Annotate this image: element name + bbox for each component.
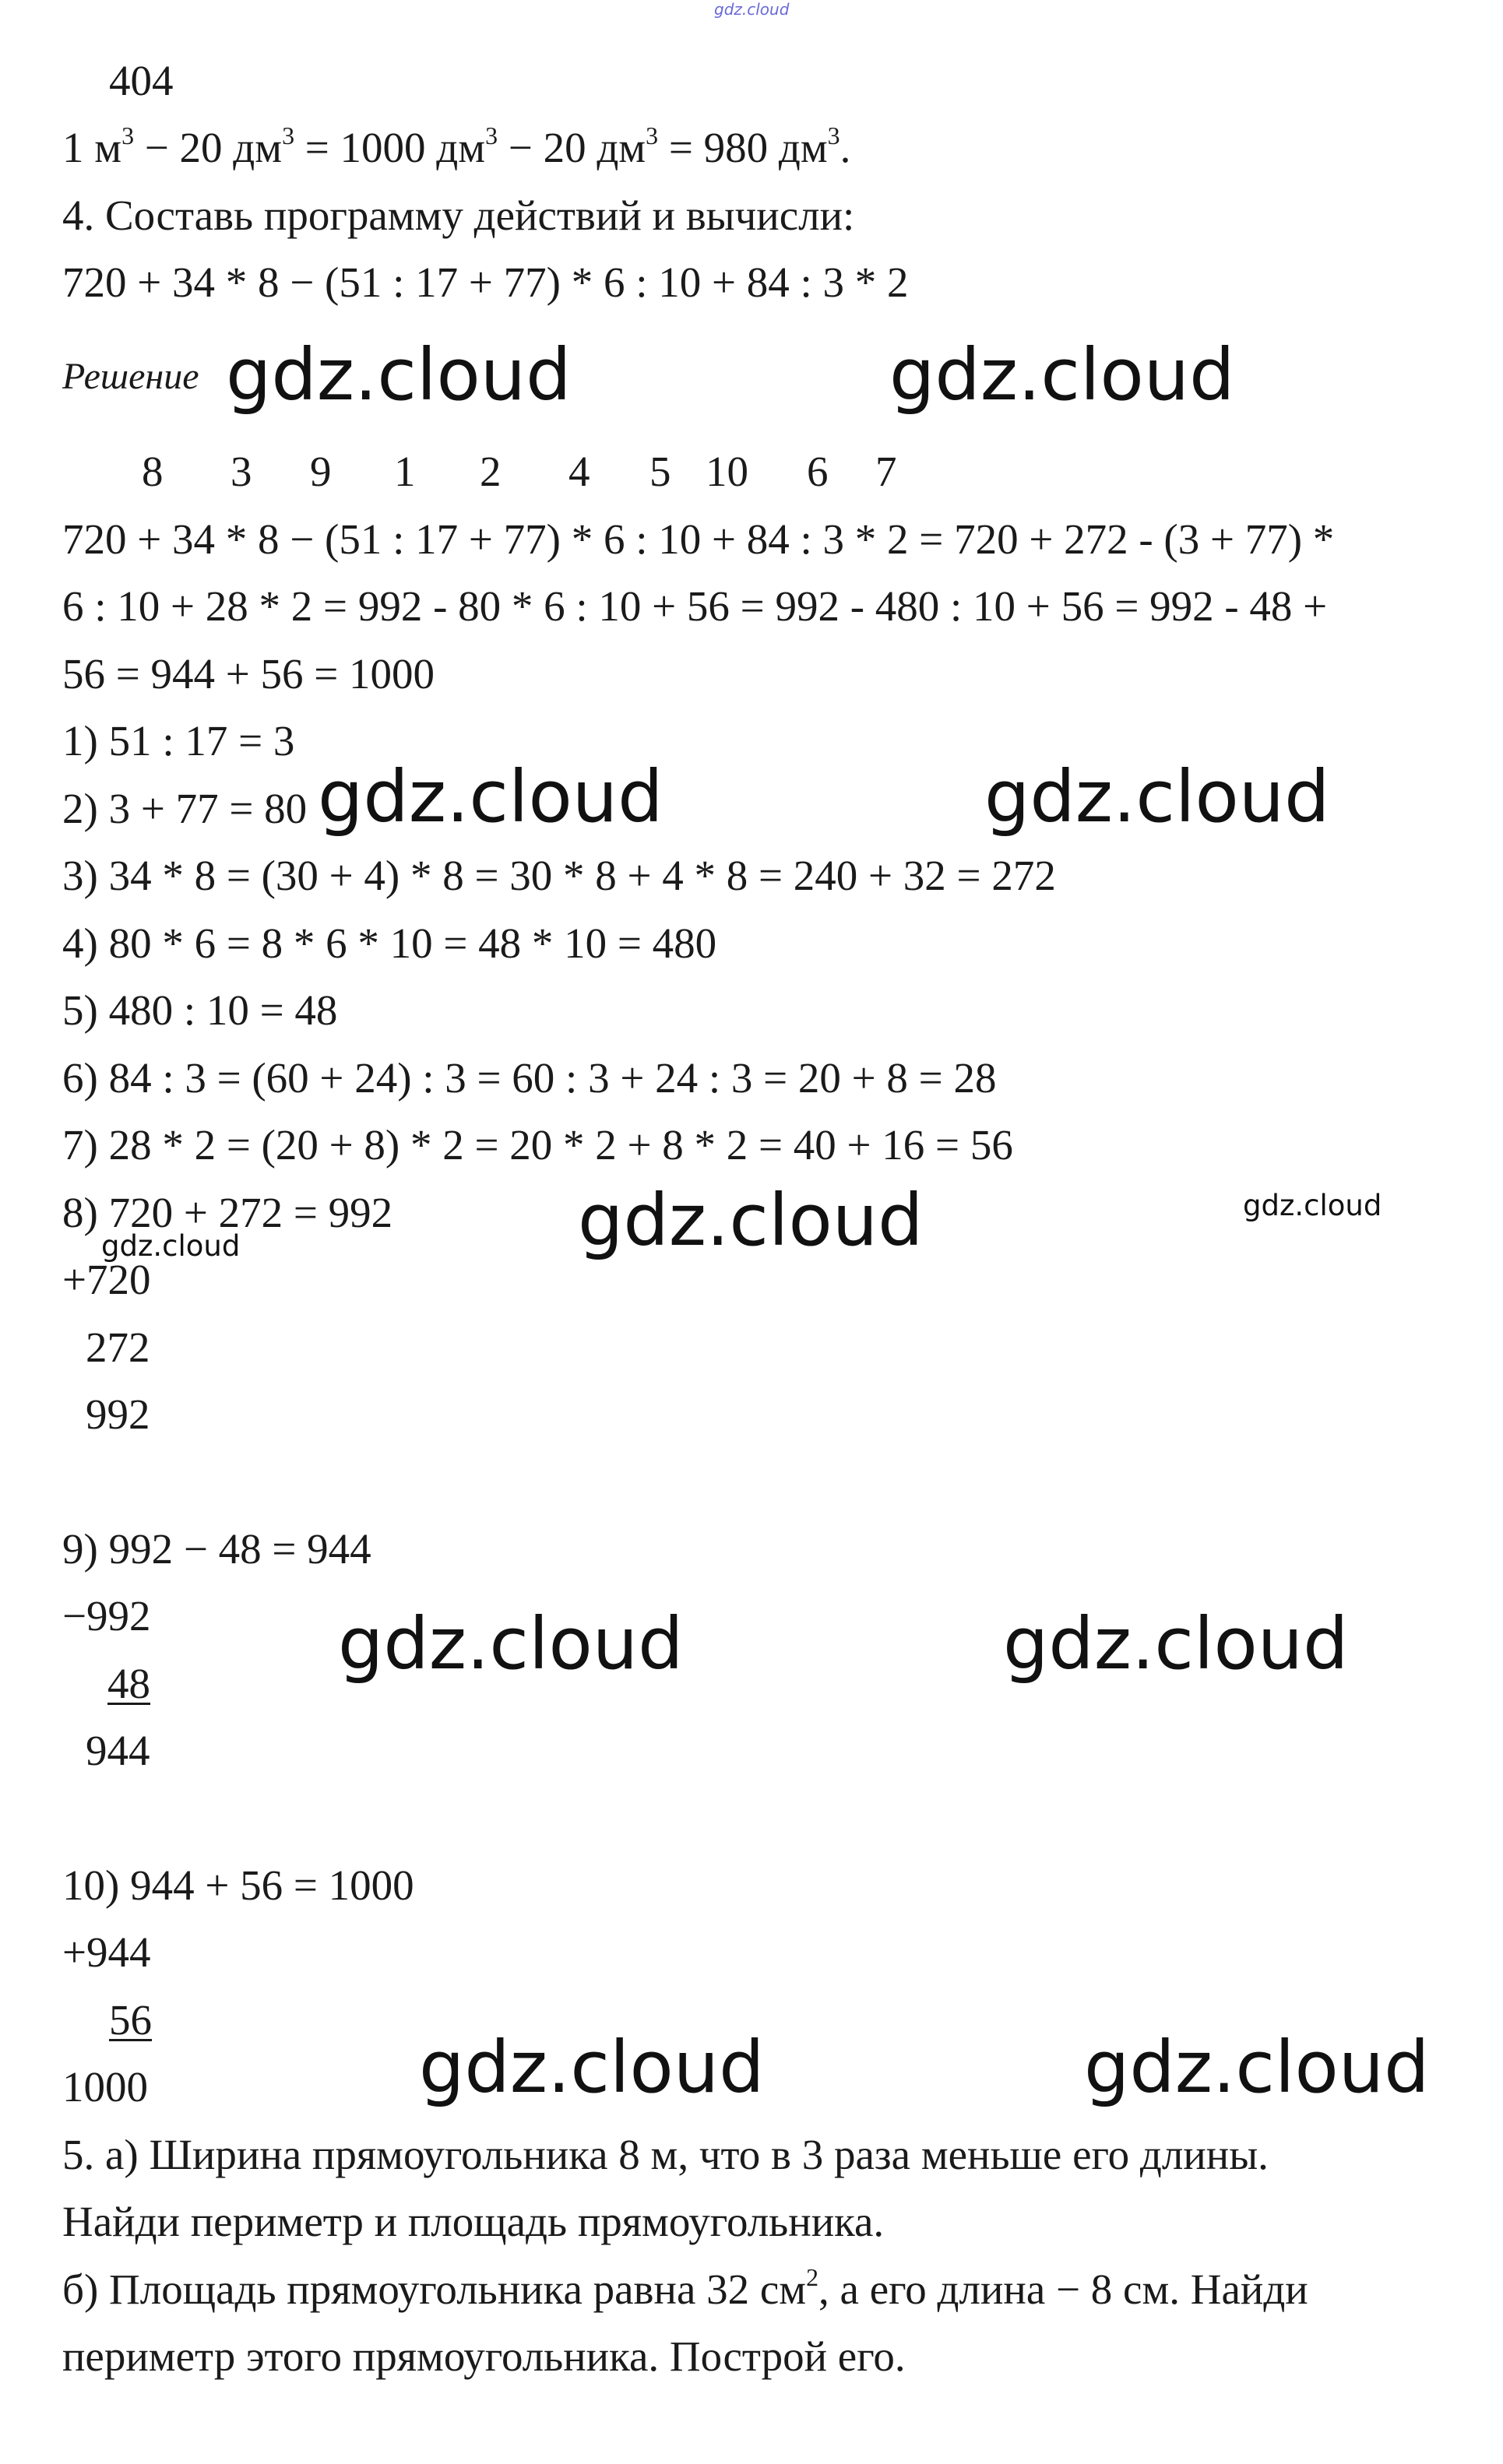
step-2: 2) 3 + 77 = 80: [62, 785, 308, 832]
order-num: 2: [480, 448, 502, 495]
watermark: gdz.cloud: [226, 333, 572, 417]
calc-line-1: 720 + 34 * 8 − (51 : 17 + 77) * 6 : 10 + 84 : 3 * 2 = 720 + 272 - (3 + 77) *: [62, 515, 1335, 563]
column9-row-1: −992: [62, 1592, 151, 1640]
column8-result: 992: [86, 1390, 150, 1438]
column10-row-2: 56: [109, 1996, 152, 2044]
page-number: 404: [109, 57, 174, 104]
m3-part-e: = 980 дм: [658, 124, 828, 171]
sup-3: 3: [485, 122, 498, 150]
step-9: 9) 992 − 48 = 944: [62, 1525, 371, 1573]
task5-a-line-2: Найди периметр и площадь прямоугольника.: [62, 2198, 885, 2245]
step-8: 8) 720 + 272 = 992: [62, 1189, 393, 1236]
order-num: 9: [310, 448, 332, 495]
column10-row-1: +944: [62, 1928, 151, 1976]
column9-row-2: 48: [107, 1660, 150, 1707]
column8-row-1: +720: [62, 1256, 151, 1303]
step-5: 5) 480 : 10 = 48: [62, 986, 338, 1034]
order-num: 10: [706, 448, 748, 495]
task5-b-pre: б) Площадь прямоугольника равна 32 см: [62, 2265, 807, 2313]
watermark: gdz.cloud: [1003, 1602, 1349, 1685]
watermark: gdz.cloud: [984, 755, 1330, 838]
task4-expression: 720 + 34 * 8 − (51 : 17 + 77) * 6 : 10 + 84 : 3 * 2: [62, 258, 909, 306]
m3-part-f: .: [839, 124, 851, 171]
sup-5: 3: [827, 122, 840, 150]
sup-cm2: 2: [806, 2264, 819, 2292]
order-num: 3: [231, 448, 252, 495]
calc-line-2: 6 : 10 + 28 * 2 = 992 - 80 * 6 : 10 + 56 = 992 - 480 : 10 + 56 = 992 - 48 +: [62, 582, 1328, 630]
m3-part-c: = 1000 дм: [294, 124, 486, 171]
watermark-small: gdz.cloud: [1243, 1189, 1382, 1222]
order-num: 8: [142, 448, 164, 495]
sup-1: 3: [121, 122, 135, 150]
step-4: 4) 80 * 6 = 8 * 6 * 10 = 48 * 10 = 480: [62, 919, 717, 967]
column10-result: 1000: [62, 2063, 148, 2111]
m3-part-b: − 20 дм: [134, 124, 283, 171]
calc-line-3: 56 = 944 + 56 = 1000: [62, 650, 435, 698]
step-6: 6) 84 : 3 = (60 + 24) : 3 = 60 : 3 + 24 : 3 = 20 + 8 = 28: [62, 1054, 997, 1102]
cubic-conversion-line: [62, 122, 851, 171]
watermark: gdz.cloud: [419, 2026, 765, 2109]
watermark: gdz.cloud: [338, 1602, 684, 1685]
task5-b-post: , а его длина − 8 см. Найди: [818, 2265, 1308, 2313]
task4-title: 4. Составь программу действий и вычисли:: [62, 192, 855, 239]
sup-4: 3: [646, 122, 659, 150]
task5-a-line-1: 5. а) Ширина прямоугольника 8 м, что в 3 раза меньше его длины.: [62, 2131, 1269, 2178]
sup-2: 3: [282, 122, 295, 150]
step-1: 1) 51 : 17 = 3: [62, 717, 295, 765]
m3-part-d: − 20 дм: [498, 124, 646, 171]
step-7: 7) 28 * 2 = (20 + 8) * 2 = 20 * 2 + 8 * 2 = 40 + 16 = 56: [62, 1121, 1013, 1169]
step-10: 10) 944 + 56 = 1000: [62, 1861, 414, 1909]
header-watermark: gdz.cloud: [714, 0, 790, 19]
watermark: gdz.cloud: [1084, 2026, 1430, 2109]
solution-label: Решение: [62, 356, 199, 397]
order-num: 6: [807, 448, 829, 495]
order-num: 7: [875, 448, 897, 495]
task5-b-line-2: периметр этого прямоугольника. Построй его.: [62, 2332, 906, 2380]
step-3: 3) 34 * 8 = (30 + 4) * 8 = 30 * 8 + 4 * 8 = 240 + 32 = 272: [62, 852, 1056, 899]
task5-b-line-1: [62, 2264, 1308, 2313]
column9-result: 944: [86, 1727, 150, 1774]
watermark-small: gdz.cloud: [101, 1229, 241, 1263]
m3-part-a: 1 м: [62, 124, 122, 171]
order-num: 1: [394, 448, 416, 495]
order-num: 4: [568, 448, 590, 495]
column8-row-2: 272: [86, 1323, 150, 1371]
watermark: gdz.cloud: [578, 1179, 924, 1262]
watermark: gdz.cloud: [889, 333, 1235, 417]
watermark: gdz.cloud: [318, 755, 664, 838]
order-num: 5: [649, 448, 671, 495]
